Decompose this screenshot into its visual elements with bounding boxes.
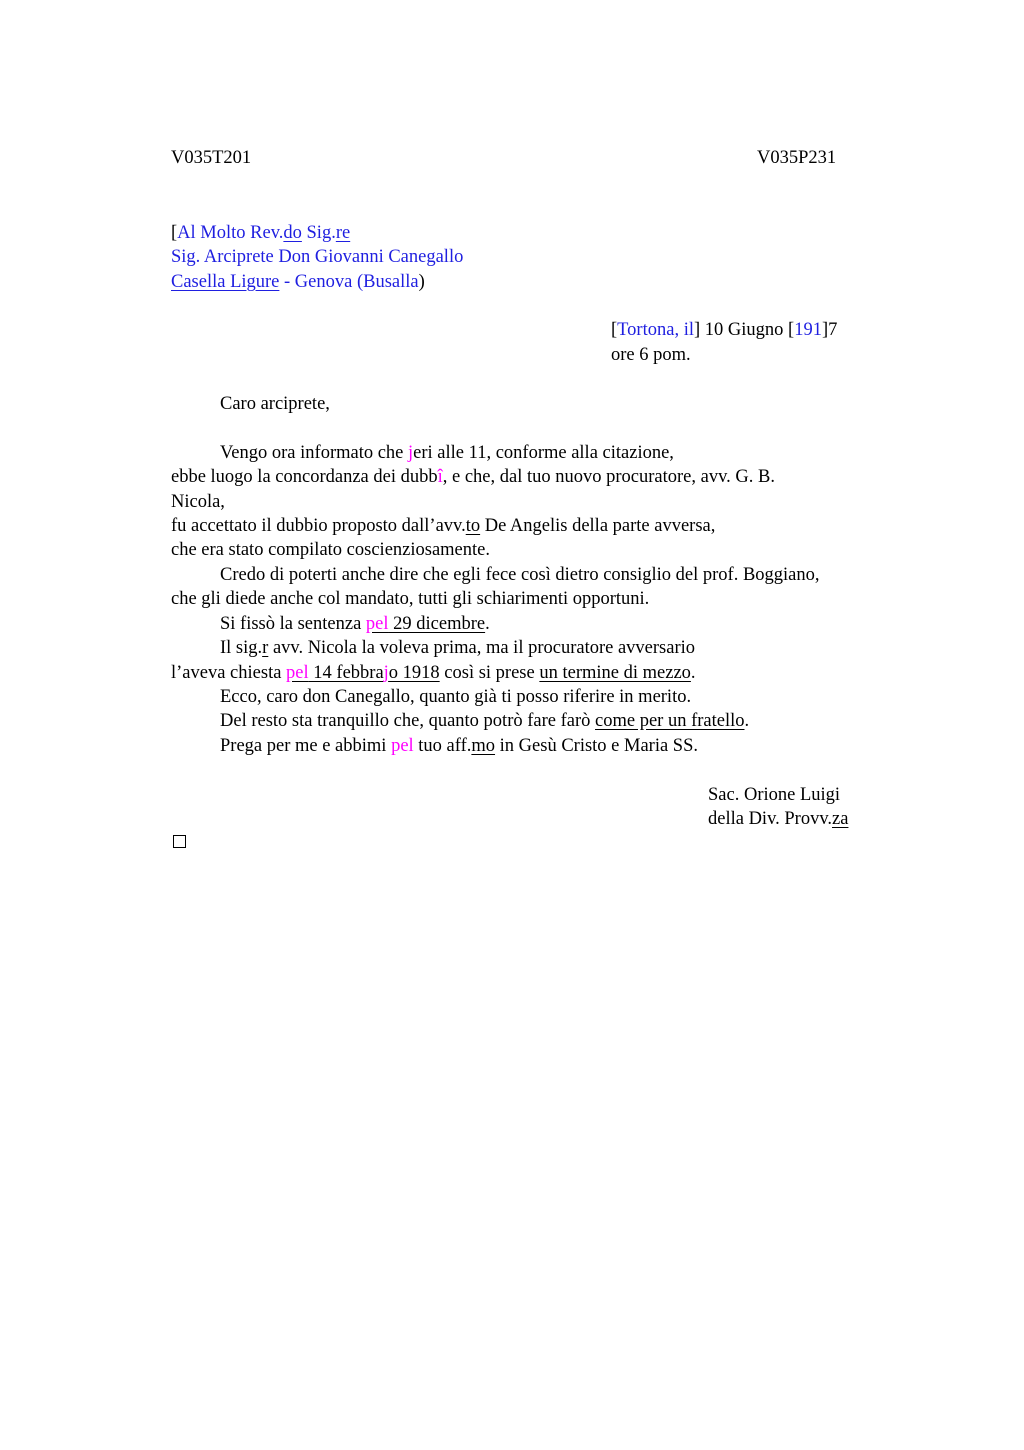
text: fu accettato il dubbio proposto dall’avv. <box>171 516 466 536</box>
address-place: Casella Ligure <box>171 272 280 292</box>
bracket: [ <box>611 320 618 340</box>
dateline-time: ore 6 pom. <box>611 345 691 365</box>
body-line <box>171 664 696 683</box>
body-line <box>220 615 490 634</box>
header-left-code: V035T201 <box>171 148 252 168</box>
body-line <box>220 712 749 731</box>
address-line-1 <box>171 224 350 243</box>
underlined-phrase: un termine di mezzo <box>539 663 691 683</box>
correction: pel <box>391 736 414 756</box>
body-line <box>171 517 715 536</box>
signature-name: Sac. Orione Luigi <box>708 785 841 805</box>
body-line: che era stato compilato coscienziosamente. <box>171 540 490 560</box>
address-line-2: Sig. Arciprete Don Giovanni Canegallo <box>171 247 464 267</box>
correction: pel <box>365 614 389 634</box>
address-text: Sig. <box>301 223 336 243</box>
salutation: Caro arciprete, <box>220 394 330 414</box>
end-marker-box-icon <box>173 835 186 848</box>
correction: pel <box>286 663 309 683</box>
text: . <box>744 711 750 731</box>
body-line: Credo di poterti anche dire che egli fece così dietro consiglio del prof. Boggiano, <box>220 565 820 585</box>
dateline-date: ] 10 Giugno [ <box>693 320 795 340</box>
text: . <box>690 663 696 683</box>
correction: î <box>437 467 443 487</box>
text: Si fissò la sentenza <box>220 614 366 634</box>
text: , e che, dal tuo nuovo procuratore, avv. G. B. <box>442 467 775 487</box>
body-line <box>220 444 674 463</box>
text: in Gesù Cristo e Maria SS. <box>495 736 699 756</box>
abbrev: za <box>832 809 849 829</box>
text: Il sig. <box>220 638 263 658</box>
text: ebbe luogo la concordanza dei dubb <box>171 467 438 487</box>
abbrev: r <box>262 638 269 658</box>
address-abbrev: do <box>283 223 302 243</box>
date: o 1918 <box>388 663 440 683</box>
text: avv. Nicola la voleva prima, ma il procuratore avversario <box>268 638 696 658</box>
text: Del resto sta tranquillo che, quanto potrò fare farò <box>220 711 596 731</box>
address-line-3 <box>171 273 425 292</box>
body-line: che gli diede anche col mandato, tutti gli schiarimenti opportuni. <box>171 589 650 609</box>
dateline-year-end: ]7 <box>821 320 838 340</box>
text: della Div. Provv. <box>708 809 832 829</box>
bracket: ) <box>418 272 425 292</box>
body-line: Ecco, caro don Canegallo, quanto già ti posso riferire in merito. <box>220 687 692 707</box>
text: l’aveva chiesta <box>171 663 287 683</box>
dateline-year-prefix: 191 <box>794 320 822 340</box>
correction: j <box>383 663 389 683</box>
address-text: - Genova (Busalla <box>279 272 419 292</box>
signature-title <box>708 810 848 829</box>
underlined-phrase: come per un fratello <box>595 711 745 731</box>
date: 29 dicembre <box>388 614 486 634</box>
text: . <box>485 614 490 634</box>
header-right-code: V035P231 <box>757 148 837 168</box>
bracket: [ <box>171 223 178 243</box>
body-line <box>171 468 775 487</box>
text: così si prese <box>439 663 540 683</box>
abbrev: mo <box>471 736 496 756</box>
text: Prega per me e abbimi <box>220 736 392 756</box>
correction: j <box>408 443 414 463</box>
text: Vengo ora informato che <box>220 443 409 463</box>
dateline <box>611 321 837 340</box>
body-line: Nicola, <box>171 492 225 512</box>
body-line <box>220 639 695 658</box>
address-text: Al Molto Rev. <box>177 223 284 243</box>
dateline-place: Tortona, il <box>617 320 694 340</box>
text: tuo aff. <box>413 736 472 756</box>
address-abbrev: re <box>335 223 351 243</box>
body-line <box>220 737 698 756</box>
text: eri alle 11, conforme alla citazione, <box>413 443 674 463</box>
date: 14 febbra <box>308 663 384 683</box>
text: De Angelis della parte avversa, <box>480 516 716 536</box>
abbrev: to <box>465 516 481 536</box>
